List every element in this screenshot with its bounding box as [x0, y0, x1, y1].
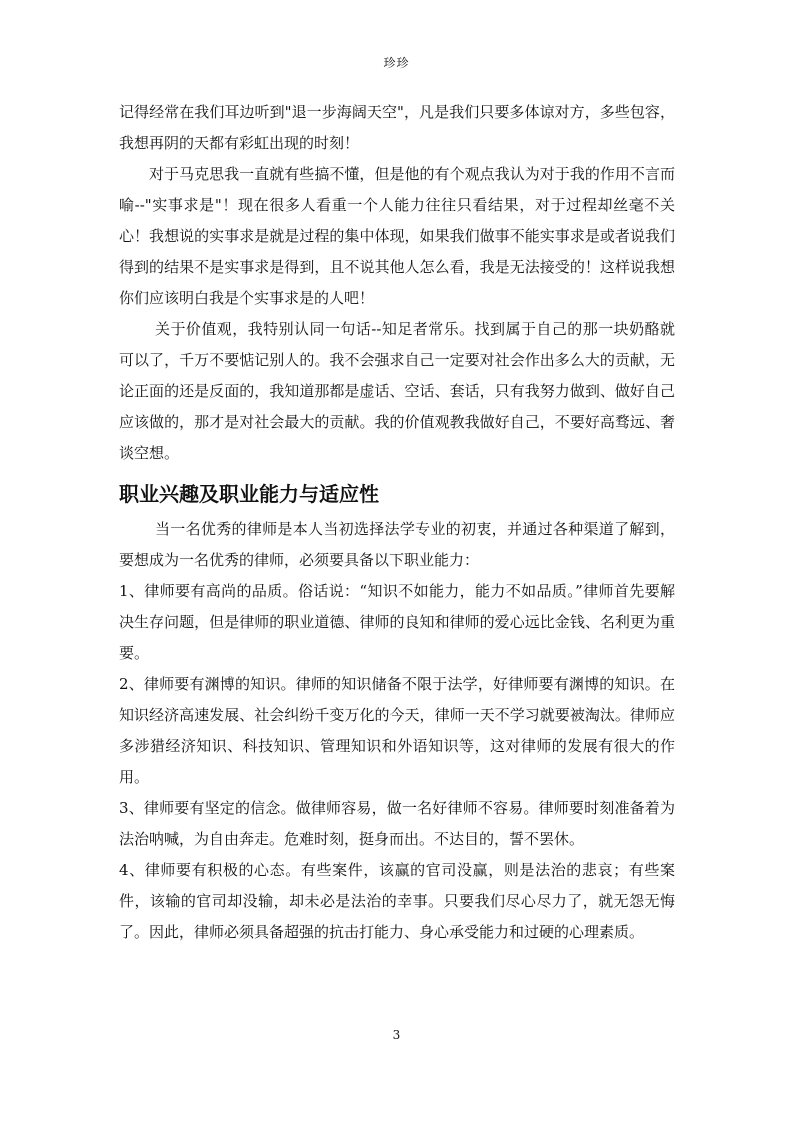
list-item: 4、律师要有积极的心态。有些案件，该赢的官司没赢，则是法治的悲哀；有些案件，该输的官司却没输，却未必是法治的幸事。只要我们尽心尽力了，就无怨无悔了。因此，律师必须具备超强的抗击打能力、身心承受能力和过硬的心理素质。: [119, 861, 675, 941]
section-intro: 当一名优秀的律师是本人当初选择法学专业的初衷，并通过各种渠道了解到，要想成为一名优秀的律师，必须要具备以下职业能力：: [119, 520, 675, 569]
paragraph-seek-truth: 对于马克思我一直就有些搞不懂，但是他的有个观点我认为对于我的作用不言而喻--"实事求是"！现在很多人看重一个人能力往往只看结果，对于过程却丝毫不关心！我想说的实事求是就是过程的集中体现，如果我们做事不能实事求是或者说我们得到的结果不是实事求是得到，且不说其他人怎么看，我是无法接受的！这样说我想你们应该明白我是个实事求是的人吧！: [119, 165, 675, 307]
page-header: 珍珍: [383, 56, 410, 70]
list-item: 3、律师要有坚定的信念。做律师容易，做一名好律师不容易。律师要时刻准备着为法治呐喊，为自由奔走。危难时刻，挺身而出。不达目的，誓不罢休。: [119, 799, 675, 848]
paragraph-forgiveness: 记得经常在我们耳边听到"退一步海阔天空"，凡是我们只要多体谅对方，多些包容，我想再阴的天都有彩虹出现的时刻！: [119, 103, 675, 152]
list-item: 1、律师要有高尚的品质。俗话说：“知识不如能力，能力不如品质。”律师首先要解决生存问题，但是律师的职业道德、律师的良知和律师的爱心远比金钱、名利更为重要。: [119, 582, 675, 662]
page-number: 3: [392, 1028, 401, 1042]
paragraph-values: 关于价值观，我特别认同一句话--知足者常乐。找到属于自己的那一块奶酪就可以了，千万不要惦记别人的。我不会强求自己一定要对社会作出多么大的贡献，无论正面的还是反面的，我知道那都是虚话、空话、套话，只有我努力做到、做好自己应该做的，那才是对社会最大的贡献。我的价值观教我做好自己，不要好高骛远、奢谈空想。: [119, 320, 675, 462]
section-heading: 职业兴趣及职业能力与适应性: [119, 482, 379, 506]
document-body: [119, 97, 675, 948]
list-item: 2、律师要有渊博的知识。律师的知识储备不限于法学，好律师要有渊博的知识。在知识经济高速发展、社会纠纷千变万化的今天，律师一天不学习就要被淘汰。律师应多涉猎经济知识、科技知识、管理知识和外语知识等，这对律师的发展有很大的作用。: [119, 675, 675, 786]
